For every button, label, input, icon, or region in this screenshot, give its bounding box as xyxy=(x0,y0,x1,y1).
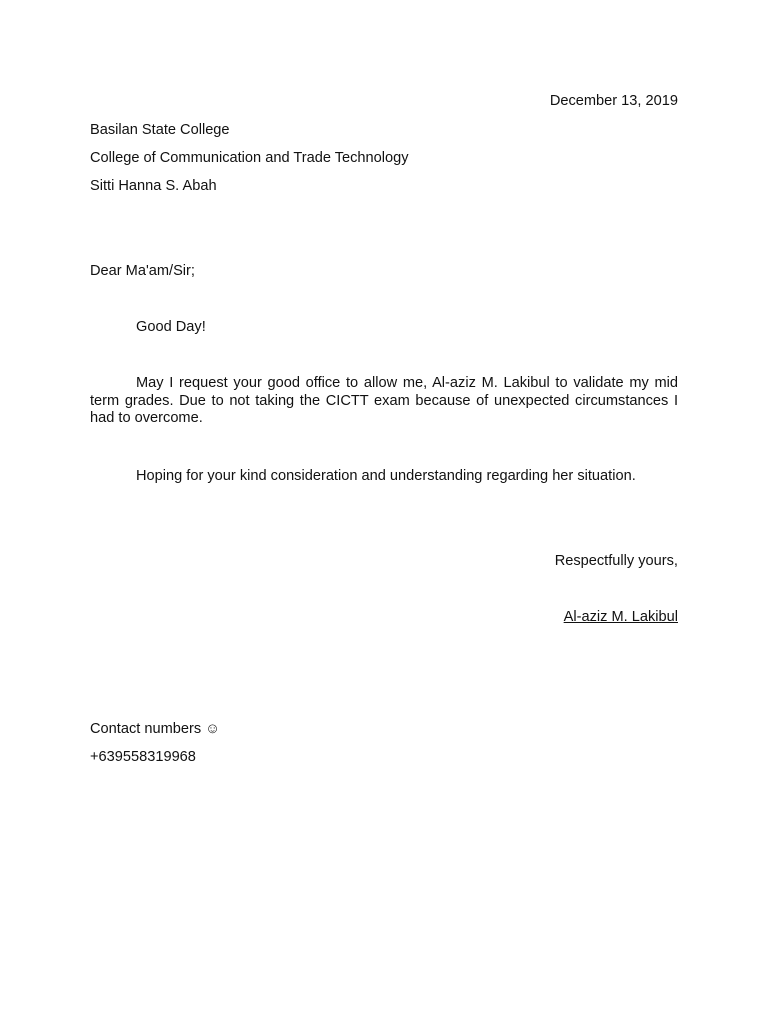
recipient-institution: Basilan State College xyxy=(90,122,230,138)
recipient-department: College of Communication and Trade Technology xyxy=(90,150,409,166)
body-paragraph-consideration: Hoping for your kind consideration and understanding regarding her situation. xyxy=(136,468,636,484)
recipient-name: Sitti Hanna S. Abah xyxy=(90,178,217,194)
salutation: Dear Ma'am/Sir; xyxy=(90,263,195,279)
greeting: Good Day! xyxy=(136,319,206,335)
closing: Respectfully yours, xyxy=(554,553,678,569)
contact-number: +639558319968 xyxy=(90,749,196,765)
signature-name: Al-aziz M. Lakibul xyxy=(563,609,678,625)
contact-label: Contact numbers ☺ xyxy=(90,721,221,737)
body-paragraph-request: May I request your good office to allow me, Al-aziz M. Lakibul to validate my mid term grades. Due to not taking the CICTT exam because of unexpected circumstances I had to overcome. xyxy=(90,375,678,427)
letter-date: December 13, 2019 xyxy=(549,93,678,109)
